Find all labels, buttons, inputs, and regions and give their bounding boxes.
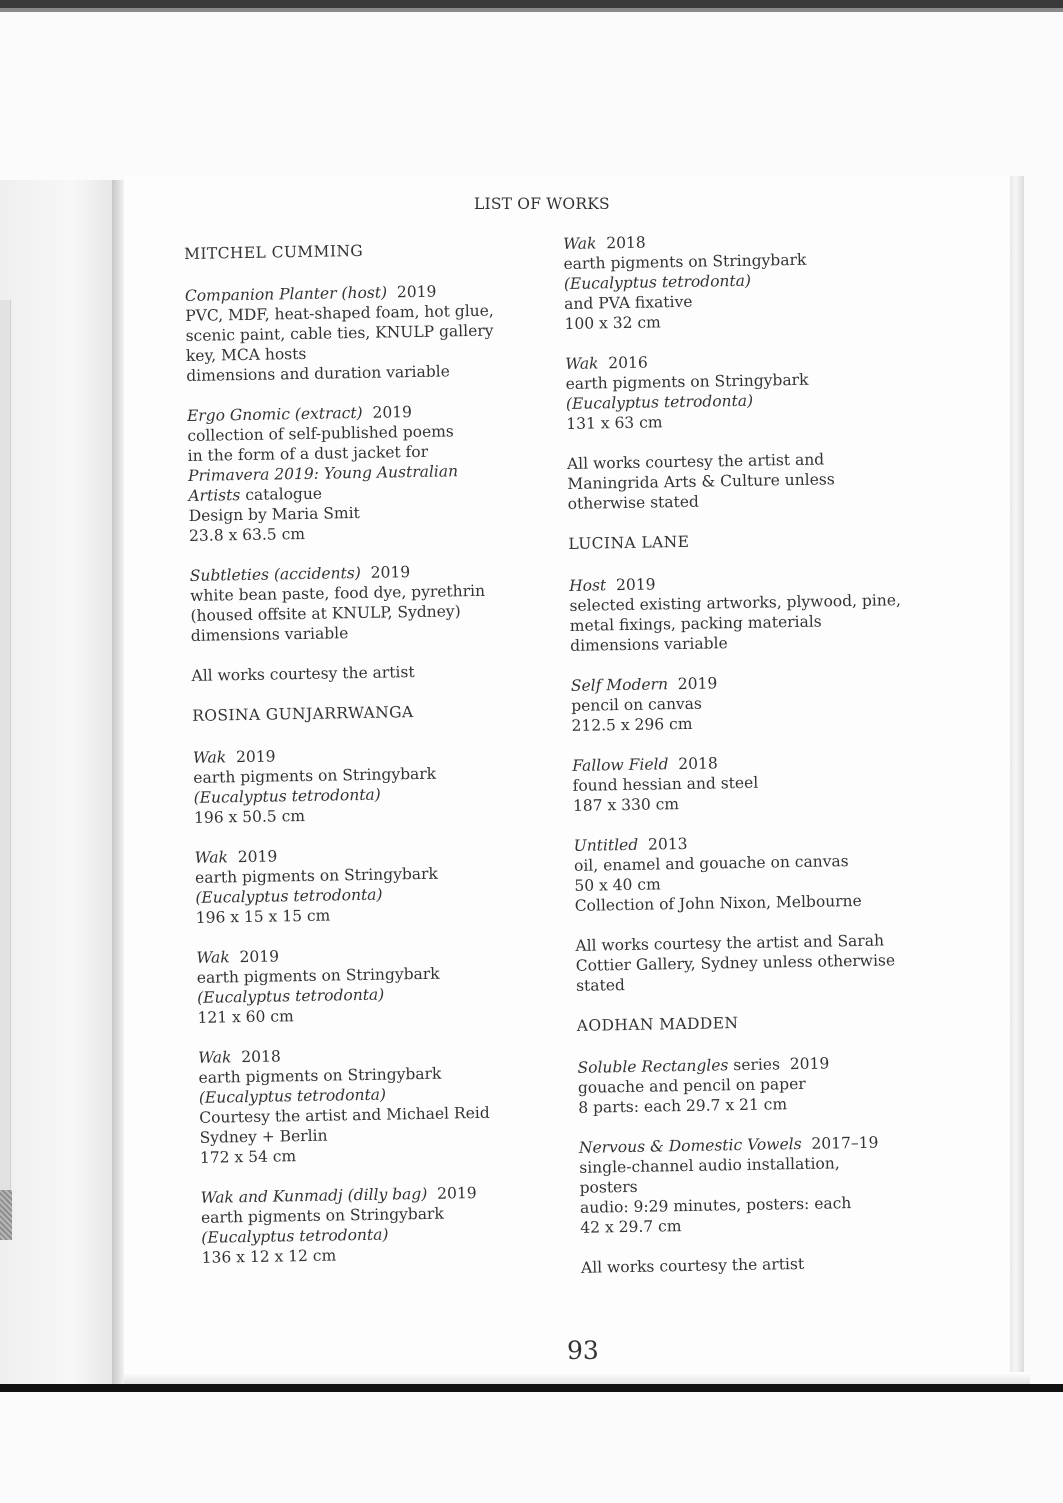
work-detail: dimensions variable [190,624,349,645]
work-entry [579,1132,931,1238]
work-dimensions: 196 x 50.5 cm [193,806,306,827]
work-medium: earth pigments on Stringybark [194,864,438,887]
work-title: Soluble Rectangles [577,1056,729,1077]
work-dimensions: 212.5 x 296 cm [571,714,693,735]
work-detail: metal fixings, packing materials [569,612,822,635]
facing-page-edge [0,180,120,1390]
work-year: 2019 [437,1184,477,1203]
work-year: 2019 [239,947,280,967]
work-entry [193,742,534,828]
page-heading: LIST OF WORKS [474,195,610,213]
work-entry [565,348,916,434]
work-year: 2017–19 [811,1133,879,1153]
work-title: Ergo Gnomic (extract) [186,403,363,425]
work-title: Self Modern [570,675,669,695]
work-species: (Eucalyptus tetrodonta) [193,785,381,807]
work-entry [190,560,531,646]
credit-line: stated [575,976,626,995]
work-detail: posters [579,1177,638,1197]
credit-block [567,448,918,514]
work-detail: found hessian and steel [572,773,759,795]
work-dimensions: 131 x 63 cm [566,413,663,433]
work-entry [187,400,529,546]
work-year: 2019 [370,563,411,582]
work-dimensions: 196 x 15 x 15 cm [195,906,331,927]
work-species: (Eucalyptus tetrodonta) [198,1085,387,1107]
work-dimensions: 136 x 12 x 12 cm [201,1246,337,1267]
work-detail: white bean paste, food dye, pyrethrin [189,581,486,605]
work-entry [196,942,537,1028]
work-year: 2019 [677,674,718,694]
work-dimensions: 23.8 x 63.5 cm [188,524,306,545]
work-dimensions: 187 x 330 cm [572,795,680,815]
work-detail: gouache and pencil on paper [577,1074,806,1097]
artist-name-rosina: ROSINA GUNJARRWANGA [192,703,414,725]
work-species: (Eucalyptus tetrodonta) [195,885,383,907]
work-title: Fallow Field [572,755,669,775]
work-dimensions: 50 x 40 cm [574,875,661,895]
work-dimensions: 121 x 60 cm [197,1007,294,1027]
left-column [184,238,542,1288]
work-year: 2018 [241,1047,281,1067]
work-entry [563,228,915,334]
work-medium: earth pigments on Stringybark [200,1204,444,1227]
work-species: (Eucalyptus tetrodonta) [563,271,752,293]
credit-line: All works courtesy the artist and Sarah [575,931,885,955]
work-entry [195,842,536,928]
work-year: 2018 [606,233,646,253]
artist-name-mitchel: MITCHEL CUMMING [184,241,364,263]
work-year: 2019 [615,575,656,595]
work-detail: collection of self-published poems [187,422,454,445]
work-title: Wak [192,748,227,767]
work-medium: earth pigments on Stringybark [196,964,440,987]
work-year: 2019 [235,747,276,767]
work-detail: dimensions and duration variable [186,362,450,385]
work-title: Wak [198,1048,232,1067]
page-stack-edge [1010,176,1024,1381]
work-detail: pencil on canvas [571,694,703,715]
work-detail: single-channel audio installation, [579,1154,840,1177]
work-detail: PVC, MDF, heat-shaped foam, hot glue, [185,301,494,325]
work-title: Wak [194,848,229,867]
credit-line: All works courtesy the artist [191,663,415,685]
work-title: Wak and Kunmadj (dilly bag) [200,1184,428,1207]
work-title: Wak [563,234,597,253]
work-entry [200,1182,541,1268]
credit-line: otherwise stated [567,492,700,513]
work-title: Host [568,576,607,595]
work-detail: oil, enamel and gouache on canvas [573,852,849,875]
work-dimensions: 100 x 32 cm [564,313,661,333]
work-detail: catalogue [245,484,323,504]
scan-top-edge [0,0,1063,12]
credit-line: All works courtesy the artist [580,1254,805,1277]
work-medium: earth pigments on Stringybark [198,1064,442,1087]
work-detail: selected existing artworks, plywood, pine, [569,591,902,615]
work-title: Subtleties (accidents) [189,563,361,585]
work-detail-italic: Primavera 2019: Young Australian [187,462,459,485]
work-species: (Eucalyptus tetrodonta) [197,985,385,1007]
work-courtesy: Sydney + Berlin [199,1126,328,1147]
work-title: Companion Planter (host) [184,283,388,305]
page-number: 93 [567,1336,599,1365]
work-detail: and PVA fixative [564,292,693,313]
work-title: Untitled [573,835,639,855]
work-detail: Design by Maria Smit [188,503,360,525]
work-year: 2013 [647,834,688,854]
work-detail: scenic paint, cable ties, KNULP gallery [185,321,494,345]
credit-line: Cottier Gallery, Sydney unless otherwise [575,951,896,975]
artist-name-lucina: LUCINA LANE [568,532,690,553]
work-entry [574,830,925,916]
work-title-suffix: series [733,1055,781,1075]
work-year: 2019 [789,1054,830,1074]
scan-bottom-edge [0,1384,1063,1392]
work-detail: dimensions variable [570,634,728,655]
work-year: 2019 [372,403,413,422]
work-detail: audio: 9:29 minutes, posters: each [579,1194,852,1217]
credit-line: All works courtesy the artist and [566,450,825,473]
credit-line: Maningrida Arts & Culture unless [567,470,835,493]
work-dimensions: 8 parts: each 29.7 x 21 cm [578,1095,788,1117]
work-entry [569,570,920,656]
work-title: Nervous & Domestic Vowels [578,1134,802,1157]
work-detail-italic: Artists [188,486,241,505]
work-medium: earth pigments on Stringybark [563,250,807,273]
facing-page-margin [0,300,11,1240]
work-title: Wak [565,354,599,373]
work-entry [571,670,922,736]
work-dimensions: 172 x 54 cm [199,1147,297,1167]
work-entry [572,750,923,816]
work-dimensions: 42 x 29.7 cm [580,1217,682,1237]
work-year: 2019 [396,282,437,302]
work-year: 2018 [678,754,718,774]
work-entry [185,280,527,386]
work-species: (Eucalyptus tetrodonta) [565,391,754,413]
work-entry [198,1042,540,1168]
work-courtesy: Courtesy the artist and Michael Reid [199,1103,490,1127]
artist-name-aodhan: AODHAN MADDEN [576,1014,739,1035]
work-species: (Eucalyptus tetrodonta) [201,1225,389,1247]
work-medium: earth pigments on Stringybark [193,764,437,787]
work-detail: Collection of John Nixon, Melbourne [574,891,862,915]
facing-page-image-sliver [0,1190,12,1240]
work-year: 2019 [237,847,278,867]
work-year: 2016 [608,353,648,373]
work-medium: earth pigments on Stringybark [565,370,809,393]
work-title: Wak [196,948,230,967]
work-detail: (housed offsite at KNULP, Sydney) [190,602,461,625]
work-detail: key, MCA hosts [185,344,307,365]
work-detail: in the form of a dust jacket for [187,442,429,465]
work-entry [577,1052,928,1118]
right-column [563,228,932,1298]
credit-block [575,930,926,996]
